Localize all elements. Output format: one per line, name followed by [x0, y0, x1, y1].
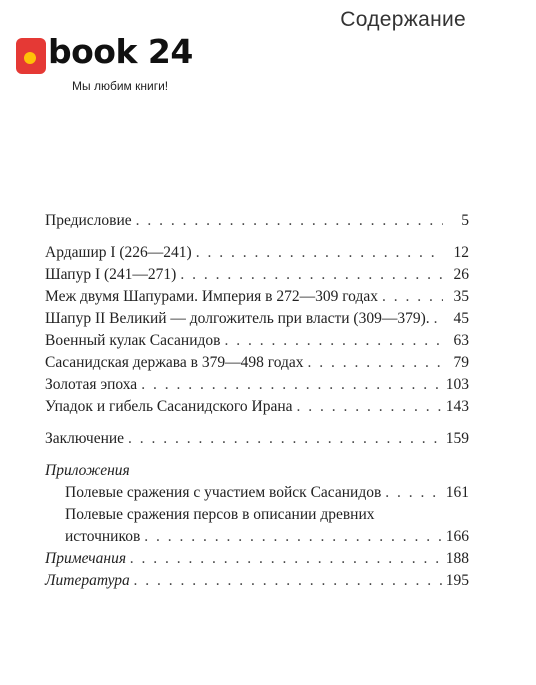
toc-leader-dots	[297, 396, 442, 418]
toc-entry-page: 45	[453, 310, 469, 327]
toc-entry-page: 26	[453, 266, 469, 283]
toc-entry-title: Шапур I (241—271)	[45, 266, 177, 283]
toc-entry-title: Военный кулак Сасанидов	[45, 332, 221, 349]
toc-entry-title: Упадок и гибель Сасанидского Ирана	[45, 398, 293, 415]
toc-entry-chapter	[45, 242, 469, 264]
toc-entry-chapter	[45, 396, 469, 418]
toc-entry-chapter	[45, 374, 469, 396]
book24-logo[interactable]	[16, 32, 206, 98]
toc-entry-chapter	[45, 308, 469, 330]
toc-entry-title: Предисловие	[45, 212, 132, 229]
toc-entry-chapter	[45, 264, 469, 286]
toc-leader-dots	[382, 286, 443, 308]
toc-entry-title: Шапур II Великий — долгожитель при власти (309—379).	[45, 310, 430, 327]
toc-leader-dots	[224, 330, 443, 352]
toc-entry-page: 12	[453, 244, 469, 261]
toc-entry-page: 161	[445, 484, 469, 501]
toc-entry-page: 5	[461, 212, 469, 229]
logo-text: book 24	[48, 32, 193, 71]
toc-entry-appendix	[45, 504, 469, 548]
toc-leader-dots	[196, 242, 443, 264]
toc-entry-title: Ардашир I (226—241)	[45, 244, 192, 261]
toc-entry-page: 188	[445, 550, 469, 567]
toc-entry-literature	[45, 570, 469, 592]
toc-entry-page: 63	[453, 332, 469, 349]
logo-tagline: Мы любим книги!	[72, 79, 169, 93]
toc-leader-dots	[308, 352, 443, 374]
toc-entry-title: Литература	[45, 572, 130, 589]
toc-entry-chapter	[45, 286, 469, 308]
toc-entry-title: Заключение	[45, 430, 125, 447]
toc-leader-dots	[136, 210, 443, 232]
toc-leader-dots	[141, 374, 442, 396]
toc-entry-page: 103	[445, 376, 469, 393]
toc-entry-title: Примечания	[45, 550, 127, 567]
toc-entry-preface	[45, 210, 469, 232]
toc-leader-dots	[144, 526, 441, 548]
toc-entry-chapter	[45, 352, 469, 374]
book-logo-icon	[16, 38, 46, 74]
toc-entry-page: 35	[453, 288, 469, 305]
toc-entry-title: Золотая эпоха	[45, 376, 138, 393]
toc-leader-dots	[180, 264, 443, 286]
toc-entry-page: 166	[445, 528, 469, 545]
toc-entry-title: Сасанидская держава в 379—498 годах	[45, 354, 304, 371]
toc-entry-title: Полевые сражения персов в описании древних	[65, 506, 375, 523]
toc-leader-dots	[134, 570, 442, 592]
toc-entry-page: 79	[453, 354, 469, 371]
toc-entry-page: 159	[445, 430, 469, 447]
table-of-contents	[45, 210, 469, 592]
page-header-title: Содержание	[340, 8, 466, 31]
toc-entry-title-continuation: источников	[65, 528, 141, 545]
toc-entry-conclusion	[45, 428, 469, 450]
toc-leader-dots	[130, 548, 442, 570]
toc-leader-dots	[385, 482, 441, 504]
toc-section-heading: Приложения	[45, 462, 130, 479]
toc-appendices-heading	[45, 460, 469, 482]
toc-entry-chapter	[45, 330, 469, 352]
toc-leader-dots	[434, 308, 443, 330]
toc-entry-page: 195	[445, 572, 469, 589]
toc-entry-page: 143	[445, 398, 469, 415]
toc-entry-title: Полевые сражения с участием войск Сасанидов	[65, 484, 382, 501]
toc-entry-appendix	[45, 482, 469, 504]
toc-entry-notes	[45, 548, 469, 570]
toc-entry-title: Меж двумя Шапурами. Империя в 272—309 годах	[45, 288, 379, 305]
toc-leader-dots	[128, 428, 442, 450]
